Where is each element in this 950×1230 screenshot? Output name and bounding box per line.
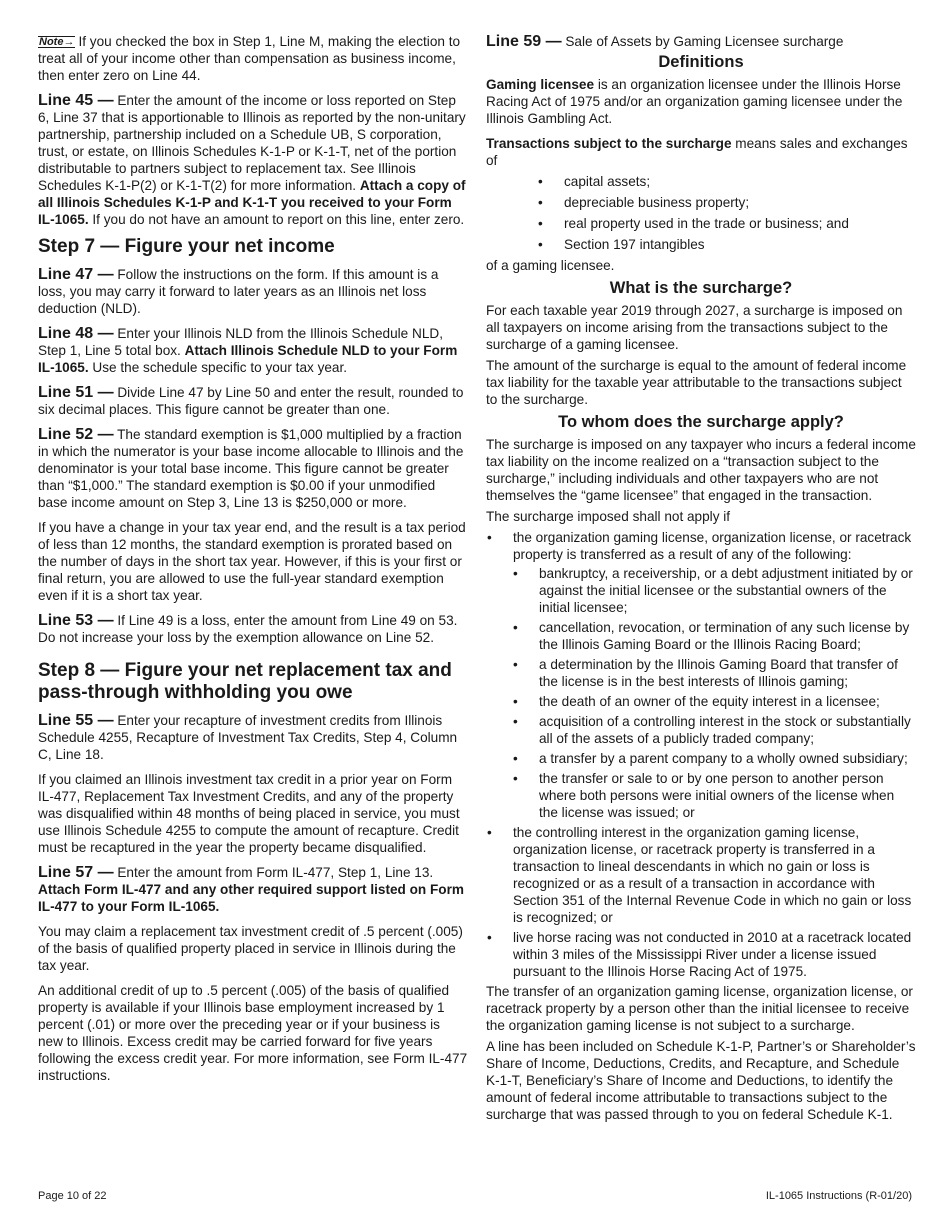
transaction-types-list [538, 173, 916, 253]
gaming-licensee-definition: Gaming licensee is an organization licensee under the Illinois Horse Racing Act of 1975 and/or an organization gaming licensee under the Illinois Gambling Act. [486, 77, 903, 126]
line-51-paragraph: Line 51 — Divide Line 47 by Line 50 and enter the result, rounded to six decimal places. This figure cannot be greater than one. [38, 384, 464, 417]
line-52-paragraph: Line 52 — The standard exemption is $1,000 multiplied by a fraction in which the numerator is your base income allocable to Illinois and the denominator is your total base income. This figure cannot be greater than “$1,000.” The standard exemption is $0.00 if your unmodified base income amount on Step 3, Line 13 is $250,000 or more. [38, 426, 464, 510]
what-paragraph-2: The amount of the surcharge is equal to the amount of federal income tax liability for the taxable year attributable to the transactions subject to the surcharge. [486, 358, 907, 407]
list-item: • the organization gaming license, organization license, or racetrack property is transferred as a result of any of the following: • bankruptcy, a receivership, or a debt adjustment initiated by or against the initial licensee or the substantial owners of the initial licensee; • cancellation, revocation, or termination of any such license by the Illinois Gaming Board or the Illinois Racing Board; • a determination by the Illinois Gaming Board that transfer of the license is in the best interests of Illinois gaming; • the death of an owner of the equity interest in a licensee; • acquisition of a controlling interest in the stock or substantially all of the assets of a publicly traded company; • a transfer by a parent company to a wholly owned subsidiary; • the transfer or sale to or by one person to another person where both persons were initial owners of the license when the license was issued; or [513, 529, 916, 821]
list-item: • capital assets; [538, 174, 651, 189]
line-47-paragraph: Line 47 — Follow the instructions on the form. If this amount is a loss, you may carry it forward to later years as an Illinois net loss deduction (NLD). [38, 266, 439, 316]
exception-list [487, 529, 916, 980]
whom-paragraph-2: The surcharge imposed shall not apply if [486, 509, 731, 524]
note-paragraph: Note→ If you checked the box in Step 1, Line M, making the election to treat all of your income other than compensation as business income, then enter zero on Line 44. [38, 34, 461, 83]
list-item: • a determination by the Illinois Gaming Board that transfer of the license is in the best interests of Illinois gaming; [513, 657, 898, 689]
list-item: • the transfer or sale to or by one person to another person where both persons were initial owners of the license when the license was issued; or [513, 771, 895, 820]
list-item: • depreciable business property; [538, 195, 750, 210]
list-item: • Section 197 intangibles [538, 237, 705, 252]
short-year-paragraph: If you have a change in your tax year end, and the result is a tax period of less than 12 months, the standard exemption is prorated based on the number of days in the short tax year. However, if this is your first or final return, you are allowed to use the full-year standard exemption even if it is a short tax year. [38, 520, 466, 603]
line-48-paragraph: Line 48 — Enter your Illinois NLD from the Illinois Schedule NLD, Step 1, Line 5 total box. Attach Illinois Schedule NLD to your Form IL-1065. Use the schedule specific to your tax year. [38, 325, 458, 375]
list-item: • bankruptcy, a receivership, or a debt adjustment initiated by or against the initial licensee or the substantial owners of the initial licensee; [513, 566, 913, 615]
line-45-paragraph: Line 45 — Enter the amount of the income or loss reported on Step 6, Line 37 that is apportionable to Illinois as reported by the non-unitary partnership, partnership included on a Schedule UB, S corporation, trust, or estate, on Illinois Schedules K-1-P or K-1-T, net of the portion distributable to partners subject to replacement tax. See Illinois Schedules K-1-P(2) or K-1-T(2) for more information. Attach a copy of all Illinois Schedules K-1-P and K-1-T you received to your Form IL-1065. If you do not have an amount to report on this line, enter zero. [38, 92, 466, 227]
additional-credit-paragraph: An additional credit of up to .5 percent (.005) of the basis of qualified property is available if your Illinois base employment increased by 1 percent (.01) or more over the preceding year or if your business is new to Illinois. Excess credit may be carried forward for five years following the excess credit year. For more information, see Form IL-477 instructions. [38, 983, 468, 1083]
list-item: • the death of an owner of the equity interest in a licensee; [513, 694, 880, 709]
whom-paragraph-1: The surcharge is imposed on any taxpayer who incurs a federal income tax liability on the income realized on a “transaction subject to the surcharge,” including individuals and other taxpayers who are not themselves the “game licensee” that engaged in the transaction. [486, 437, 916, 503]
recapture-paragraph: If you claimed an Illinois investment tax credit in a prior year on Form IL-477, Replacement Tax Investment Credits, and any of the property was disqualified within 48 months of being placed in service, you must use Illinois Schedule 4255 to compute the amount of recapture. Credit must be recaptured in the year the property became disqualified. [38, 772, 460, 855]
definitions-heading: Definitions [658, 53, 744, 71]
credit-paragraph: You may claim a replacement tax investment credit of .5 percent (.005) of the basis of qualified property placed in service in Illinois during the tax year. [38, 924, 463, 973]
whom-heading: To whom does the surcharge apply? [558, 413, 844, 431]
transfer-paragraph: The transfer of an organization gaming license, organization license, or racetrack property by a person other than the initial licensee to receive the organization gaming license is not subject to a surcharge. [486, 984, 913, 1033]
transfer-reasons-list [513, 565, 916, 821]
step-8-heading: Step 8 — Figure your net replacement tax and pass-through withholding you owe [38, 660, 452, 703]
left-column [38, 33, 468, 1092]
form-identifier: IL-1065 Instructions (R-01/20) [765, 1190, 912, 1202]
transactions-definition: Transactions subject to the surcharge means sales and exchanges of [486, 136, 908, 168]
list-item: • cancellation, revocation, or termination of any such license by the Illinois Gaming Board or the Illinois Racing Board; [513, 620, 910, 652]
line-57-paragraph: Line 57 — Enter the amount from Form IL-477, Step 1, Line 13. Attach Form IL-477 and any other required support listed on Form IL-477 to your Form IL-1065. [38, 864, 464, 914]
line-45-label: Line 45 — [38, 92, 114, 109]
what-is-surcharge-heading: What is the surcharge? [609, 279, 793, 297]
line-55-paragraph: Line 55 — Enter your recapture of investment credits from Illinois Schedule 4255, Recapture of Investment Tax Credits, Step 4, Column C, Line 18. [38, 712, 458, 762]
note-icon: Note→ [39, 36, 75, 48]
page-number: Page 10 of 22 [38, 1190, 107, 1202]
right-column [486, 33, 916, 1131]
list-item: • real property used in the trade or business; and [538, 216, 849, 231]
list-item: • a transfer by a parent company to a wholly owned subsidiary; [513, 751, 908, 766]
step-7-heading: Step 7 — Figure your net income [38, 236, 335, 257]
list-item: • the controlling interest in the organization gaming license, organization license, or racetrack property is transferred in a transaction to lineal descendants in which no gain or loss is recognized or as a result of a transaction in accordance with Section 351 of the Internal Revenue Code in which no gain or loss is recognized; or [487, 825, 912, 925]
list-item: • live horse racing was not conducted in 2010 at a racetrack located within 3 miles of the Mississippi River under a license issued pursuant to the Illinois Horse Racing Act of 1975. [487, 930, 912, 979]
line-59-paragraph: Line 59 — Sale of Assets by Gaming Licensee surcharge [486, 33, 844, 50]
list-item: • acquisition of a controlling interest in the stock or substantially all of the assets of a publicly traded company; [513, 714, 911, 746]
what-paragraph-1: For each taxable year 2019 through 2027, a surcharge is imposed on all taxpayers on income arising from the transactions subject to the surcharge of a gaming licensee. [486, 303, 903, 352]
line-53-paragraph: Line 53 — If Line 49 is a loss, enter the amount from Line 49 on 53. Do not increase your loss by the exemption allowance on Line 52. [38, 612, 458, 645]
schedule-k1-paragraph: A line has been included on Schedule K-1-P, Partner’s or Shareholder’s Share of Income, Deductions, Credits, and Recapture, and Schedule K-1-T, Beneficiary’s Share of Income and Deductions, to identify the amount of federal income attributable to transactions subject to the surcharge that was passed through to you on federal Schedule K-1. [486, 1039, 916, 1122]
transactions-tail: of a gaming licensee. [486, 258, 615, 273]
